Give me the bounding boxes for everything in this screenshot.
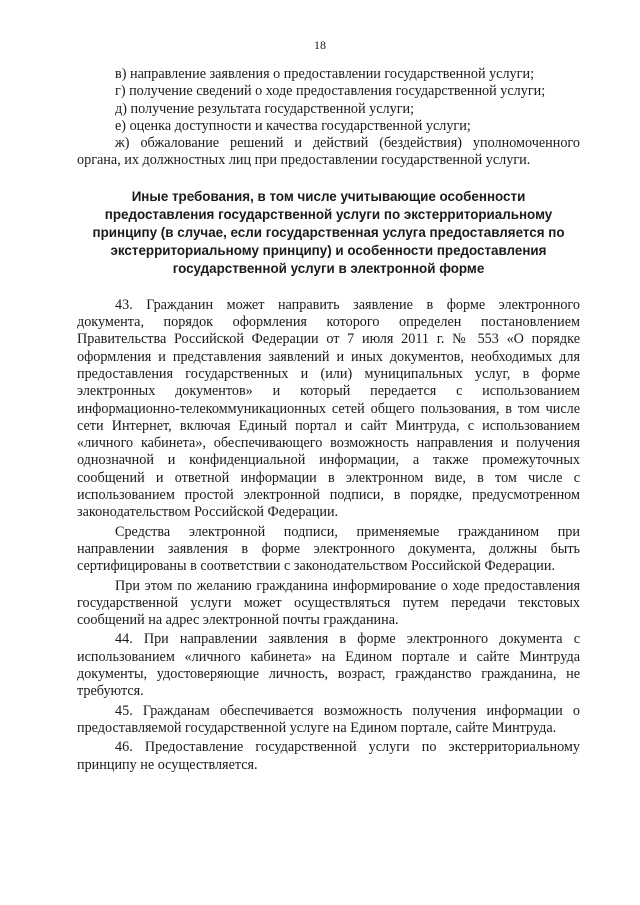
list-item: ж) обжалование решений и действий (бездействия) уполномоченного органа, их должностных лиц при предоставлении государственной услуги. xyxy=(77,135,580,169)
list-item: г) получение сведений о ходе предоставления государственной услуги; xyxy=(115,83,546,100)
page-number: 18 xyxy=(314,38,326,52)
paragraph-44: 44. При направлении заявления в форме электронного документа с использованием «личного кабинета» на Едином портале и сайте Минтруда документы, удостоверяющие личность, возраст, гражданство гражданина, не требуются. xyxy=(77,631,580,700)
list-item: в) направление заявления о предоставлении государственной услуги; xyxy=(115,66,535,82)
paragraph-email-notification: При этом по желанию гражданина информирование о ходе предоставления государственной услуги может осуществляться путем передачи текстовых сообщений на адрес электронной почты гражданина. xyxy=(77,577,580,629)
list-item: е) оценка доступности и качества государственной услуги; xyxy=(115,117,471,134)
paragraph-43: 43. Гражданин может направить заявление в форме электронного документа, порядок оформления которого определен постановлением Правительства Российской Федерации от 7 июля 2011 г. № 553 «О порядке оформления и представления заявлений и иных документов, необходимых для предоставления государственных и (или) муниципальных услуг, в форме электронных документов» и который передается с использованием информационно-телекоммуникационных сетей общего пользования, в том числе сети Интернет, включая Единый портал и сайт Минтруда, с использованием «личного кабинета», обеспечивающего возможность направления и получения однозначной и конфиденциальной информации, а также промежуточных сообщений и ответной информации в электронном виде, в том числе с использованием простой электронной подписи, в порядке, предусмотренном законодательством Российской Федерации. xyxy=(77,296,580,521)
paragraph-45: 45. Гражданам обеспечивается возможность получения информации о предоставляемой государственной услуге на Едином портале, сайте Минтруда. xyxy=(77,702,580,736)
paragraph-electronic-signature: Средства электронной подписи, применяемые гражданином при направлении заявления в форме электронного документа, должны быть сертифицированы в соответствии с законодательством Российской Федерации. xyxy=(77,523,580,575)
service-actions-list xyxy=(77,66,580,170)
document-body xyxy=(77,66,580,776)
paragraph-46: 46. Предоставление государственной услуги по экстерриториальному принципу не осуществляется. xyxy=(77,739,580,773)
list-item: д) получение результата государственной услуги; xyxy=(115,100,415,117)
section-heading: Иные требования, в том числе учитывающие особенности предоставления государственной услуги по экстерриториальному принципу (в случае, если государственная услуга предоставляется по экстерриториальному принципу) и особенности предоставления государственной услуги в электронной форме xyxy=(92,188,565,276)
